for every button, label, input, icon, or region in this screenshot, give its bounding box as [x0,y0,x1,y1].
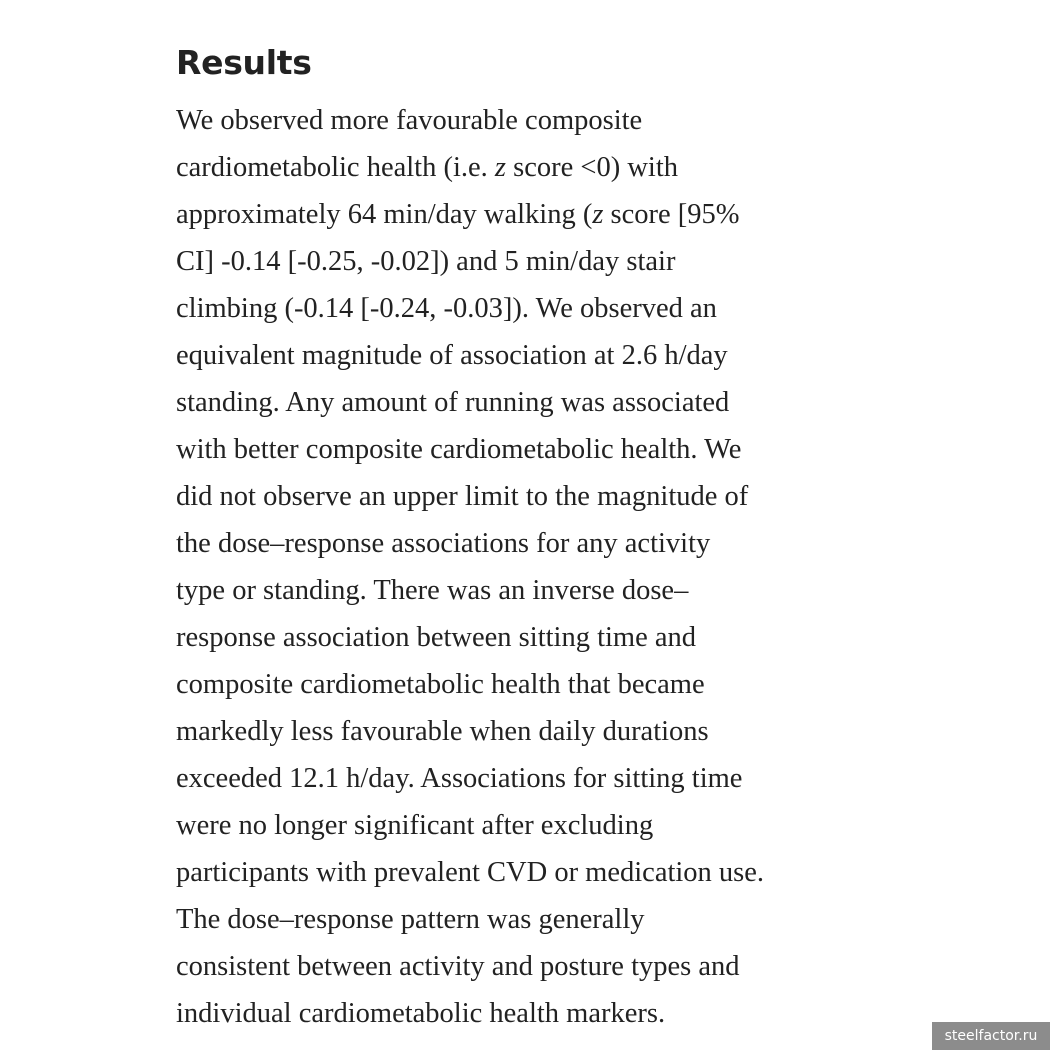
paragraph-line [176,144,836,191]
line-text: cardiometabolic health (i.e. [176,152,495,183]
line-text: score <0) with [506,152,678,183]
line-text: approximately 64 min/day walking ( [176,199,593,230]
paragraph-line [176,191,836,238]
paragraph-line: equivalent magnitude of association at 2.6 h/day [176,340,728,371]
section-heading: Results [176,43,312,82]
results-paragraph [176,97,836,1037]
paragraph-line: consistent between activity and posture types and [176,951,740,982]
paragraph-line: exceeded 12.1 h/day. Associations for sitting time [176,763,743,794]
line-text: score [95% [603,199,740,230]
paragraph-line: We observed more favourable composite [176,105,643,136]
paragraph-line: markedly less favourable when daily durations [176,716,709,747]
paragraph-line: type or standing. There was an inverse dose– [176,575,689,606]
paragraph-line: response association between sitting time and [176,622,696,653]
z-variable: z [494,152,506,183]
paragraph-line: The dose–response pattern was generally [176,904,645,935]
paragraph-line: with better composite cardiometabolic health. We [176,434,742,465]
paragraph-line: were no longer significant after excluding [176,810,654,841]
paragraph-line: CI] -0.14 [-0.25, -0.02]) and 5 min/day stair [176,246,676,277]
paragraph-line: the dose–response associations for any activity [176,528,711,559]
paragraph-line: did not observe an upper limit to the magnitude of [176,481,749,512]
paragraph-line: composite cardiometabolic health that became [176,669,705,700]
paragraph-line: participants with prevalent CVD or medication use. [176,857,765,888]
results-section [176,40,836,1037]
paragraph-line: standing. Any amount of running was associated [176,387,730,418]
paragraph-line: climbing (-0.14 [-0.24, -0.03]). We observed an [176,293,717,324]
watermark-label: steelfactor.ru [932,1022,1050,1050]
paragraph-line: individual cardiometabolic health markers. [176,998,666,1029]
z-variable: z [592,199,604,230]
